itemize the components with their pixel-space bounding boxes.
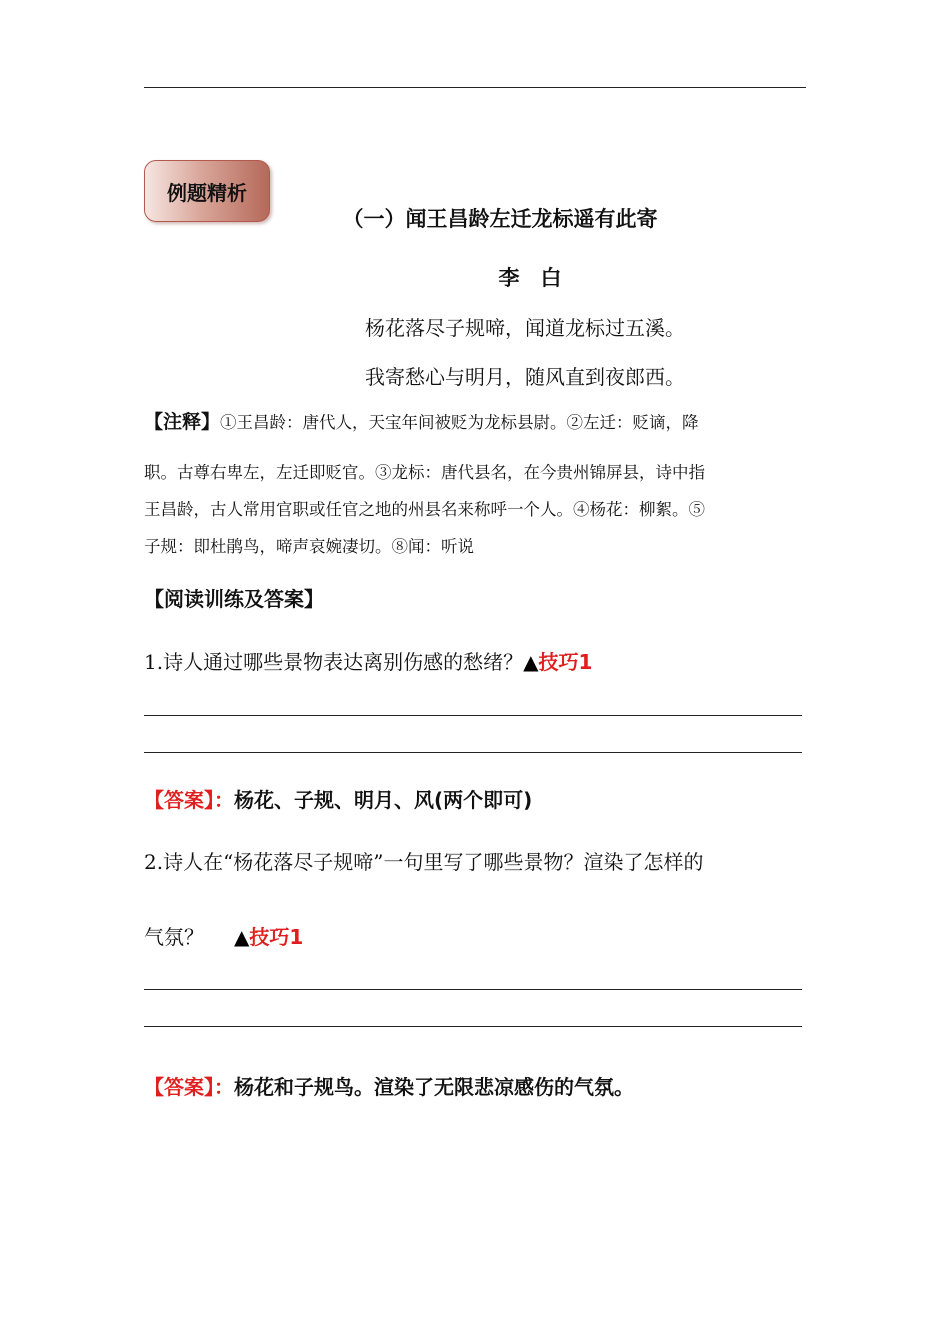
note-line-4: 子规：即杜鹃鸟，啼声哀婉凄切。⑧闻：听说	[144, 537, 474, 556]
reading-section-title: 【阅读训练及答案】	[144, 587, 324, 611]
answer-line	[144, 1026, 802, 1027]
note-line-2: 职。古尊右卑左，左迁即贬官。③龙标：唐代县名，在今贵州锦屏县，诗中指	[144, 463, 705, 482]
question-1-tip: 技巧1	[538, 650, 593, 674]
poem-line-1: 杨花落尽子规啼，闻道龙标过五溪。	[365, 316, 685, 340]
answer-2-text: 杨花和子规鸟。渲染了无限悲凉感伤的气氛。	[234, 1075, 634, 1099]
notes-heading: 【注释】	[144, 411, 221, 433]
answer-1-text: 杨花、子规、明月、风(两个即可)	[234, 788, 533, 812]
answer-line	[144, 715, 802, 716]
poem-author: 李 白	[498, 266, 562, 290]
triangle-icon: ▲	[523, 650, 539, 674]
header-rule	[144, 87, 806, 88]
answer-1	[144, 784, 532, 813]
note-text-1: ①王昌龄：唐代人，天宝年间被贬为龙标县尉。②左迁：贬谪，降	[220, 413, 699, 432]
question-1-text: 1.诗人通过哪些景物表达离别伤感的愁绪？	[144, 650, 524, 674]
question-1	[144, 646, 592, 675]
question-2-line-1: 2.诗人在“杨花落尽子规啼”一句里写了哪些景物？渲染了怎样的	[144, 850, 704, 874]
note-line-1	[144, 412, 806, 433]
answer-1-label: 【答案】：	[144, 788, 234, 812]
triangle-icon: ▲	[234, 925, 250, 949]
question-2-text-end: 气氛？	[144, 925, 204, 949]
answer-2	[144, 1071, 634, 1100]
section-badge: 例题精析	[144, 160, 270, 222]
question-2-tip: 技巧1	[249, 925, 304, 949]
answer-2-label: 【答案】：	[144, 1075, 234, 1099]
answer-line	[144, 752, 802, 753]
answer-line	[144, 989, 802, 990]
question-2-line-2	[144, 921, 303, 950]
note-line-3: 王昌龄，古人常用官职或任官之地的州县名来称呼一个人。④杨花：柳絮。⑤	[144, 500, 705, 519]
poem-line-2: 我寄愁心与明月，随风直到夜郎西。	[365, 365, 685, 389]
poem-title: （一）闻王昌龄左迁龙标遥有此寄	[342, 207, 658, 231]
